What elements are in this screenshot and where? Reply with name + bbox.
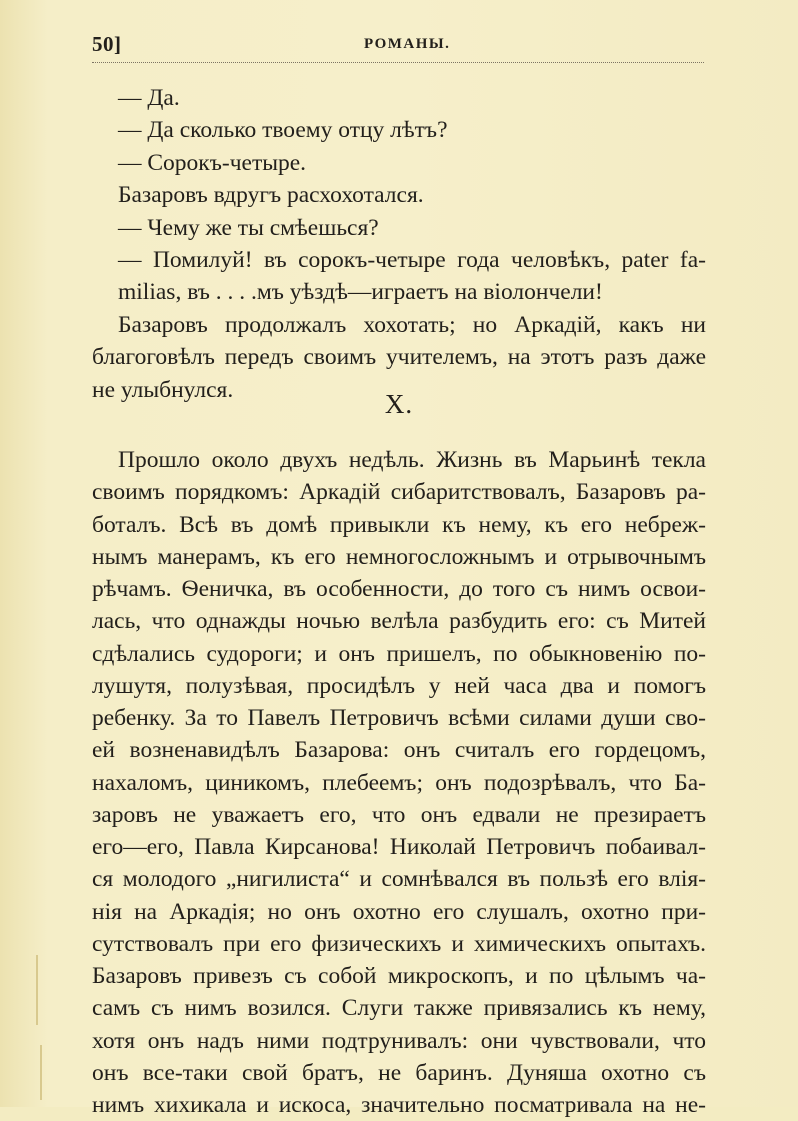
dialogue-line: не улыбнулся. <box>92 376 234 403</box>
text-line: сдѣлались судороги; и онъ пришелъ, по обыкновенію по- <box>92 640 706 667</box>
text-line: лась, что однажды ночью велѣла разбудить его: съ Митей <box>92 608 706 635</box>
text-line: нимъ хихикала и искоса, значительно посматривала на не- <box>92 1092 706 1118</box>
text-line: его—его, Павла Кирсанова! Николай Петровичъ побаивал- <box>92 834 706 860</box>
text-line: самъ съ нимъ возился. Слуги также привязались къ нему, <box>92 995 706 1022</box>
page-edge-mark <box>36 955 38 1025</box>
page-edge-mark <box>40 1045 42 1100</box>
dialogue-line: — Да сколько твоему отцу лѣтъ? <box>118 117 448 144</box>
text-line: ребенку. За то Павелъ Петровичъ всѣми силами души сво- <box>92 705 706 731</box>
chapter-text <box>92 444 706 1121</box>
text-line: заровъ не уважаетъ его, что онъ едвали не презираетъ <box>92 801 706 828</box>
text-line: лушутя, полузѣвая, просидѣлъ у ней часа два и помогъ <box>92 672 706 699</box>
text-line: нахаломъ, циникомъ, плебеемъ; онъ подозрѣвалъ, что Ба- <box>92 769 706 796</box>
text-line: сутствовалъ при его физическихъ и химическихъ опытахъ. <box>92 930 706 957</box>
dialogue-line: Базаровъ вдругъ расхохотался. <box>118 182 424 209</box>
header-rule <box>92 62 704 63</box>
text-line: рѣчамъ. Ѳеничка, въ особенности, до того съ нимъ освои- <box>92 576 706 602</box>
dialogue-line: благоговѣлъ передъ своимъ учителемъ, на этотъ разъ даже <box>92 344 706 371</box>
dialogue-line: Базаровъ продолжалъ хохотать; но Аркадій, какъ ни <box>118 311 706 338</box>
text-line: онъ все-таки свой братъ, не баринъ. Дуняша охотно съ <box>92 1059 706 1086</box>
text-line: нія на Аркадія; но онъ охотно его слушалъ, охотно при- <box>92 898 706 925</box>
text-line: Прошло около двухъ недѣль. Жизнь въ Марьинѣ текла <box>118 447 706 473</box>
chapter-heading: X. <box>384 389 414 419</box>
page-header <box>92 28 712 58</box>
running-head: РОМАНЫ. <box>364 36 451 52</box>
dialogue-line: — Помилуй! въ сорокъ-четыре года человѣкъ, pater fa- <box>118 246 706 273</box>
dialogue-line: — Да. <box>118 85 180 111</box>
text-line: боталъ. Всѣ въ домѣ привыкли къ нему, къ его небреж- <box>92 511 706 538</box>
text-line: нымъ манерамъ, къ его немногосложнымъ и отрывочнымъ <box>92 543 706 570</box>
text-line: ся молодого „нигилиста“ и сомнѣвался въ пользѣ его влія- <box>92 866 706 893</box>
text-line: Базаровъ привезъ съ собой микроскопъ, и по цѣлымъ ча- <box>92 963 706 989</box>
dialogue-line: — Чему же ты смѣешься? <box>118 214 379 241</box>
dialogue-block <box>92 82 706 406</box>
dialogue-line: — Сорокъ-четыре. <box>118 149 307 176</box>
text-line: ей возненавидѣлъ Базарова: онъ считалъ его гордецомъ, <box>92 737 706 764</box>
dialogue-line: milias, въ . . . .мъ уѣздѣ—играетъ на віолончели! <box>118 279 603 306</box>
page-number: 50] <box>92 32 122 56</box>
text-line: своимъ порядкомъ: Аркадій сибаритствовалъ, Базаровъ ра- <box>92 479 706 506</box>
text-line: хотя онъ надъ ними подтрунивалъ: они чувствовали, что <box>92 1027 706 1054</box>
